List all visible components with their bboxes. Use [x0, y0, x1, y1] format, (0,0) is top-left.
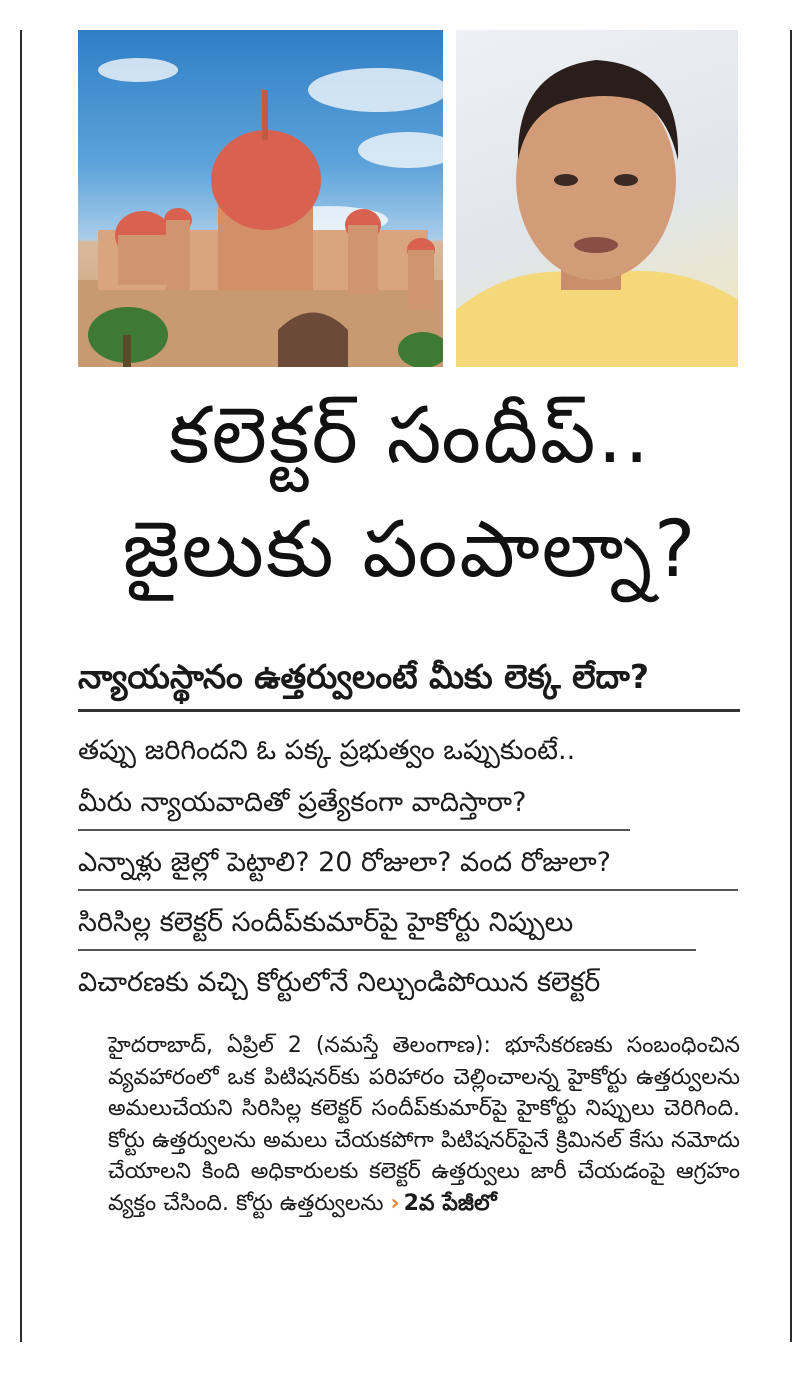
deck-line-5: విచారణకు వచ్చి కోర్టులోనే నిల్చుండిపోయిన కలెక్టర్	[78, 967, 601, 998]
article-body	[78, 1030, 740, 1219]
deck-rule-3	[78, 949, 696, 951]
deck-line-1: తప్పు జరిగిందని ఓ పక్క ప్రభుత్వం ఒప్పుకుంటే..	[78, 735, 576, 766]
column-rule-left	[20, 30, 22, 1342]
deck-line-3: ఎన్నాళ్లు జైల్లో పెట్టాలి? 20 రోజులా? వంద రోజులా?	[78, 847, 612, 878]
continued-on-page-link[interactable]	[391, 1191, 497, 1216]
continued-on-page-label: 2వ పేజీలో	[403, 1190, 497, 1216]
deck-line-4: సిరిసిల్ల కలెక్టర్ సందీప్‌కుమార్‌పై హైకోర్టు నిప్పులు	[78, 907, 574, 938]
chevron-right-icon: ›	[390, 1190, 400, 1216]
deck-rule-2	[78, 889, 738, 891]
article-dateline: హైదరాబాద్, ఏప్రిల్ 2 (నమస్తే తెలంగాణ):	[108, 1033, 491, 1058]
article-text: భూసేకరణకు సంబంధించిన వ్యవహారంలో ఒక పిటిషనర్‌కు పరిహారం చెల్లించాలన్న హైకోర్టు ఉత్తర్వులను అమలుచేయని సిరిసిల్ల కలెక్టర్ సందీప్‌కుమార్‌పై హైకోర్టు నిప్పులు చెరిగింది. కోర్టు ఉత్తర్వులను అమలు చేయకపోగా పిటిషనర్‌పైనే క్రిమినల్ కేసు నమోదు చేయాలని కింది అధికారులకు కలెక్టర్ ఉత్తర్వులు జారీ చేయడంపై ఆగ్రహం వ్యక్తం చేసింది. కోర్టు ఉత్తర్వులను	[108, 1033, 740, 1216]
deck-line-2: మీరు న్యాయవాదితో ప్రత్యేకంగా వాదిస్తారా?	[78, 787, 527, 818]
headline-line-1: కలెక్టర్ సందీప్..	[168, 391, 652, 481]
deck-rule-1	[78, 829, 630, 831]
headline-line-2: జైలుకు పంపాల్నా?	[122, 505, 698, 595]
high-court-building-photo	[78, 30, 443, 367]
subheadline: న్యాయస్థానం ఉత్తర్వులంటే మీకు లెక్క లేదా?	[78, 657, 650, 696]
column-rule-right	[790, 30, 792, 1342]
collector-portrait-photo	[456, 30, 738, 367]
subheadline-rule	[78, 709, 740, 712]
